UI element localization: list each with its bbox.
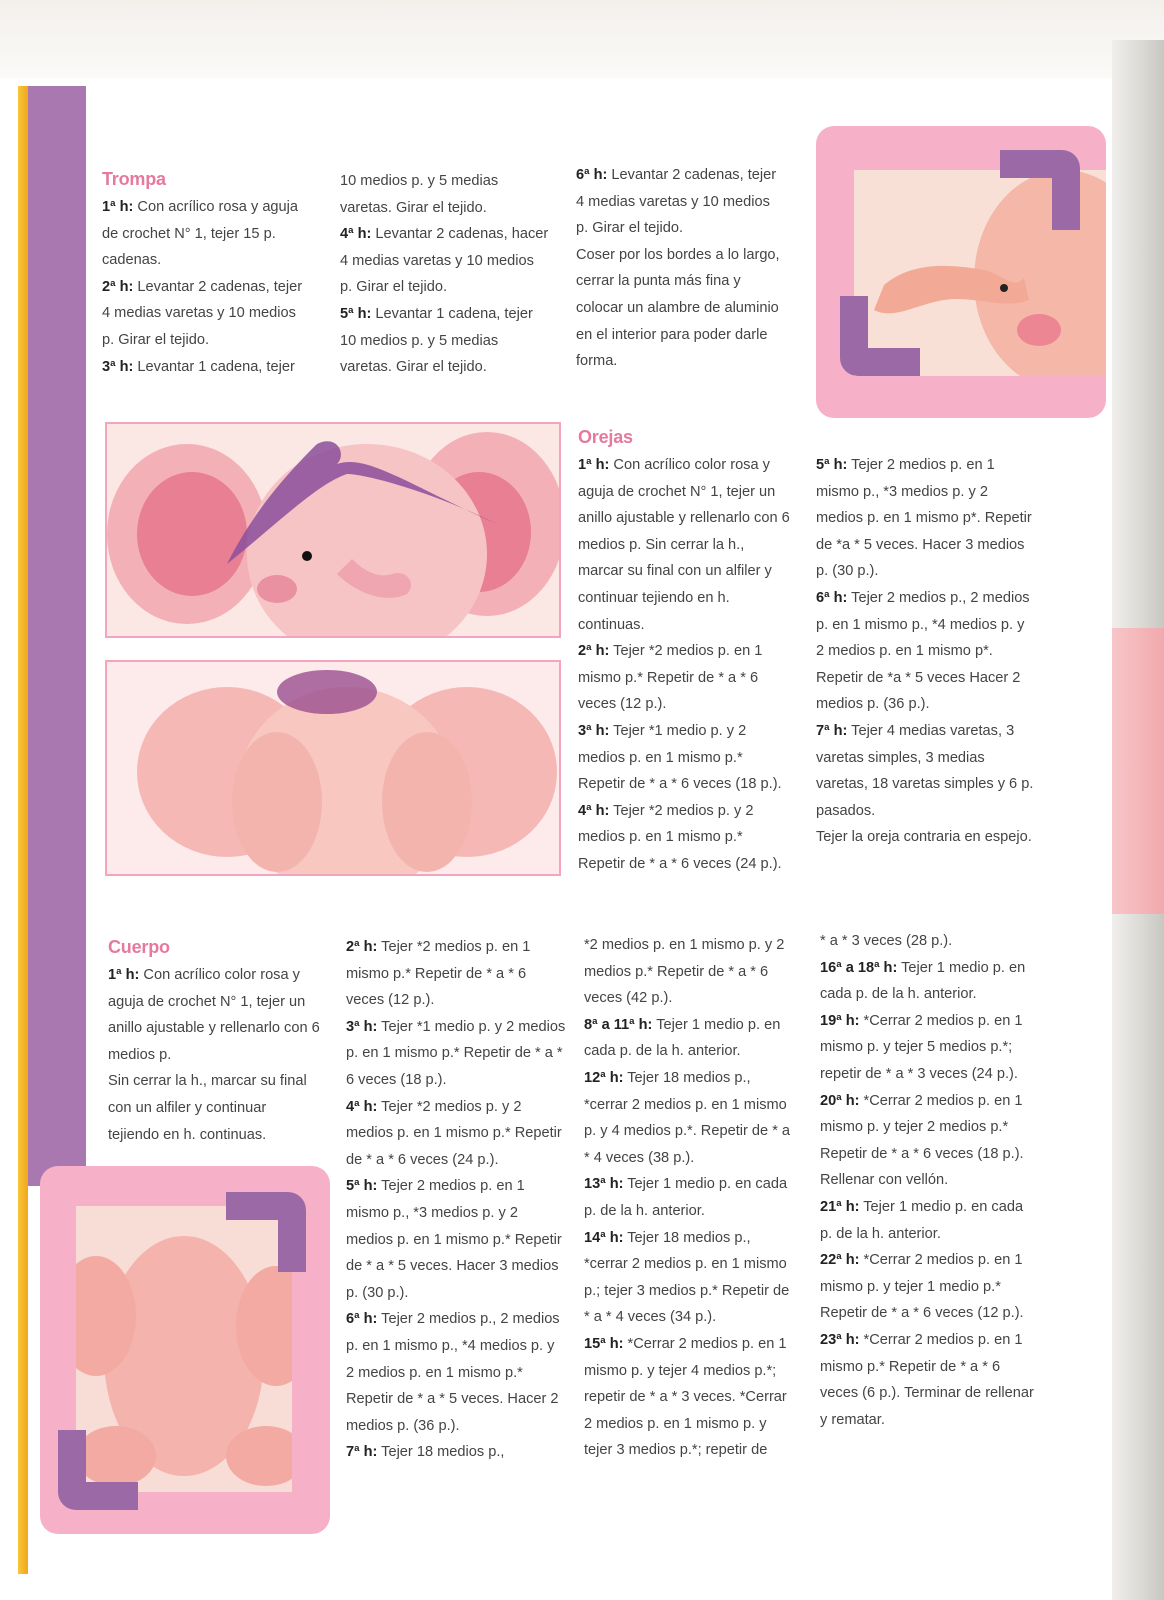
cuerpo-col-2	[346, 934, 566, 1466]
instruction-paragraph	[340, 168, 550, 221]
cuerpo-col4-list	[820, 928, 1036, 1433]
cuerpo-col1-list	[108, 962, 320, 1148]
orejas-col1-list	[578, 452, 792, 878]
instruction-text: Levantar 1 cadena, tejer 10 medios p. y 5 medias varetas. Girar el tejido.	[340, 305, 533, 376]
row-label: 4ª h:	[578, 802, 610, 819]
row-label: 2ª h:	[346, 939, 378, 955]
instruction-paragraph	[820, 955, 1036, 1008]
trompa-col1-list	[102, 194, 312, 380]
instruction-paragraph	[816, 718, 1036, 824]
orejas-col-2	[816, 452, 1036, 851]
instruction-text: Sin cerrar la h., marcar su final con un alfiler y continuar tejiendo en h. continuas.	[108, 1073, 307, 1143]
instruction-paragraph	[102, 354, 312, 381]
row-label: 14ª h:	[584, 1229, 624, 1246]
instruction-paragraph	[584, 1331, 798, 1464]
cuerpo-col2-list	[346, 934, 566, 1466]
orejas-col2-list	[816, 452, 1036, 851]
instruction-text: Tejer 2 medios p., 2 medios p. en 1 mismo p., *4 medios p. y 2 medios p. en 1 mismo p*. Repetir de *a * 5 veces Hacer 2 medios p. (36 p.).	[816, 589, 1030, 713]
instruction-text: Tejer *1 medio p. y 2 medios p. en 1 mismo p.* Repetir de * a * 6 veces (18 p.).	[578, 722, 782, 793]
row-label: 5ª h:	[346, 1178, 378, 1195]
instruction-text: Tejer *2 medios p. y 2 medios p. en 1 mismo p.* Repetir de * a * 6 veces (24 p.).	[578, 802, 782, 872]
instruction-text: *2 medios p. en 1 mismo p. y 2 medios p.* Repetir de * a * 6 veces (42 p.).	[584, 937, 785, 1007]
instruction-text: Levantar 2 cadenas, tejer 4 medias varetas y 10 medios p. Girar el tejido.	[102, 278, 303, 348]
instruction-paragraph	[340, 221, 550, 301]
instruction-paragraph	[576, 242, 786, 375]
row-label: 6ª h:	[576, 167, 608, 183]
instruction-paragraph	[816, 824, 1036, 851]
elephant-back-image	[107, 662, 559, 874]
instruction-paragraph	[584, 1225, 798, 1331]
instruction-paragraph	[346, 1014, 566, 1094]
instruction-text: *Cerrar 2 medios p. en 1 mismo p. y tejer 4 medios p.*; repetir de * a * 3 veces. *Cerrar 2 medios p. en 1 mismo p. y tejer 3 medios p.*; repetir de	[584, 1335, 787, 1459]
instruction-paragraph	[102, 194, 312, 274]
row-label: 2ª h:	[102, 278, 134, 295]
instruction-paragraph	[578, 452, 792, 638]
row-label: 13ª h:	[584, 1176, 624, 1193]
row-label: 21ª h:	[820, 1198, 860, 1215]
scan-background-top	[0, 0, 1164, 78]
instruction-text: Tejer 4 medias varetas, 3 varetas simples, 3 medias varetas, 18 varetas simples y 6 p. pasados.	[816, 722, 1034, 819]
row-label: 6ª h:	[346, 1311, 378, 1328]
cropped-side-photo	[1112, 628, 1164, 914]
elephant-head-image	[107, 424, 559, 636]
instruction-paragraph	[820, 1194, 1036, 1247]
instruction-paragraph	[820, 928, 1036, 955]
instruction-paragraph	[816, 585, 1036, 718]
instruction-text: Tejer 2 medios p., 2 medios p. en 1 mismo p., *4 medios p. y 2 medios p. en 1 mismo p.* Repetir de * a * 5 veces. Hacer 2 medios p. (36 p.).	[346, 1311, 560, 1434]
instruction-text: Tejer 18 medios p., *cerrar 2 medios p. en 1 mismo p.; tejer 3 medios p.* Repetir de * a * 4 veces (34 p.).	[584, 1229, 790, 1326]
trompa-col2-list	[340, 168, 550, 381]
cuerpo-heading: Cuerpo	[108, 937, 170, 957]
instruction-text: Coser por los bordes a lo largo, cerrar la punta más fina y colocar un alambre de aluminio en el interior para poder darle forma.	[576, 246, 780, 370]
instruction-text: Con acrílico rosa y aguja de crochet N° 1, tejer 15 p. cadenas.	[102, 199, 299, 269]
elephant-back-photo	[105, 660, 561, 876]
row-label: 7ª h:	[346, 1444, 378, 1461]
row-label: 23ª h:	[820, 1331, 860, 1348]
instruction-text: Con acrílico color rosa y aguja de crochet N° 1, tejer un anillo ajustable y rellenarlo con 6 medios p. Sin cerrar la h., marcar su final con un alfiler y continuar tejiendo en h. continuas.	[578, 457, 790, 633]
instruction-paragraph	[346, 1173, 566, 1306]
trompa-heading: Trompa	[102, 169, 166, 189]
instruction-text: Levantar 2 cadenas, tejer 4 medias varetas y 10 medios p. Girar el tejido.	[576, 167, 777, 237]
instruction-paragraph	[346, 1306, 566, 1439]
instruction-text: Tejer *2 medios p. y 2 medios p. en 1 mismo p.* Repetir de * a * 6 veces (24 p.).	[346, 1098, 562, 1168]
instruction-paragraph	[346, 1094, 566, 1174]
purple-corner-top-right	[1000, 150, 1080, 230]
elephant-head-photo	[105, 422, 561, 638]
instruction-paragraph	[346, 1439, 566, 1466]
trompa-col-2	[340, 168, 550, 381]
purple-corner-bottom-left	[58, 1430, 138, 1510]
instruction-text: Tejer 1 medio p. en cada p. de la h. anterior.	[584, 1176, 788, 1219]
body-photo-frame	[40, 1166, 330, 1534]
trompa-col3-list	[576, 162, 786, 375]
instruction-paragraph	[820, 1327, 1036, 1433]
instruction-paragraph	[108, 962, 320, 1068]
instruction-text: Tejer 1 medio p. en cada p. de la h. anterior.	[584, 1016, 781, 1060]
instruction-text: Levantar 2 cadenas, hacer 4 medias varetas y 10 medios p. Girar el tejido.	[340, 226, 549, 296]
instruction-paragraph	[584, 932, 798, 1012]
instruction-text: Tejer 1 medio p. en cada p. de la h. anterior.	[820, 959, 1026, 1003]
trompa-col-1	[102, 168, 312, 380]
instruction-paragraph	[816, 452, 1036, 585]
cuerpo-col-1	[108, 936, 320, 1148]
row-label: 20ª h:	[820, 1092, 860, 1109]
instruction-paragraph	[578, 638, 792, 718]
row-label: 1ª h:	[108, 967, 140, 983]
instruction-paragraph	[820, 1247, 1036, 1327]
instruction-text: *Cerrar 2 medios p. en 1 mismo p. y tejer 1 medio p.* Repetir de * a * 6 veces (12 p.).	[820, 1252, 1024, 1322]
row-label: 5ª h:	[816, 457, 848, 473]
instruction-text: 10 medios p. y 5 medias varetas. Girar el tejido.	[340, 173, 499, 216]
instruction-paragraph	[346, 934, 566, 1014]
orejas-col-1	[578, 426, 792, 878]
purple-side-strip	[28, 86, 86, 1186]
instruction-text: Tejer 2 medios p. en 1 mismo p., *3 medios p. y 2 medios p. en 1 mismo p*. Repetir de *a * 5 veces. Hacer 3 medios p. (30 p.).	[816, 457, 1032, 580]
instruction-paragraph	[820, 1088, 1036, 1194]
instruction-text: Tejer *2 medios p. en 1 mismo p.* Repetir de * a * 6 veces (12 p.).	[346, 939, 531, 1009]
row-label: 3ª h:	[102, 358, 134, 375]
instruction-paragraph	[820, 1008, 1036, 1088]
instruction-paragraph	[102, 274, 312, 354]
instruction-text: *Cerrar 2 medios p. en 1 mismo p. y tejer 5 medios p.*; repetir de * a * 3 veces (24 p.).	[820, 1012, 1023, 1082]
row-label: 6ª h:	[816, 589, 848, 606]
cuerpo-col-3	[584, 932, 798, 1464]
purple-corner-bottom-left	[840, 296, 920, 376]
row-label: 7ª h:	[816, 722, 848, 739]
instruction-paragraph	[576, 162, 786, 242]
row-label: 5ª h:	[340, 305, 372, 322]
instruction-text: * a * 3 veces (28 p.).	[820, 933, 953, 949]
cuerpo-col3-list	[584, 932, 798, 1464]
instruction-paragraph	[584, 1065, 798, 1171]
instruction-text: *Cerrar 2 medios p. en 1 mismo p. y tejer 2 medios p.* Repetir de * a * 6 veces (18 p.). Rellenar con vellón.	[820, 1092, 1024, 1189]
yellow-page-edge	[18, 86, 28, 1574]
instruction-text: Tejer la oreja contraria en espejo.	[816, 829, 1032, 846]
row-label: 16ª a 18ª h:	[820, 959, 898, 976]
row-label: 15ª h:	[584, 1335, 624, 1352]
instruction-text: Con acrílico color rosa y aguja de crochet N° 1, tejer un anillo ajustable y rellenarlo con 6 medios p.	[108, 967, 320, 1063]
row-label: 3ª h:	[346, 1018, 378, 1035]
row-label: 19ª h:	[820, 1012, 860, 1029]
instruction-text: Tejer 2 medios p. en 1 mismo p., *3 medios p. y 2 medios p. en 1 mismo p.* Repetir de * a * 5 veces. Hacer 3 medios p. (30 p.).	[346, 1178, 562, 1301]
instruction-paragraph	[578, 798, 792, 878]
instruction-paragraph	[340, 301, 550, 381]
instruction-paragraph	[578, 718, 792, 798]
instruction-paragraph	[584, 1171, 798, 1224]
instruction-text: Levantar 1 cadena, tejer	[133, 358, 295, 375]
orejas-heading: Orejas	[578, 427, 633, 447]
instruction-text: Tejer 18 medios p.,	[377, 1444, 505, 1461]
row-label: 4ª h:	[346, 1098, 378, 1115]
row-label: 2ª h:	[578, 643, 610, 660]
instruction-text: Tejer 1 medio p. en cada p. de la h. anterior.	[820, 1198, 1024, 1242]
instruction-text: Tejer 18 medios p., *cerrar 2 medios p. en 1 mismo p. y 4 medios p.*. Repetir de * a * 4 veces (38 p.).	[584, 1069, 791, 1166]
row-label: 12ª h:	[584, 1069, 624, 1086]
instruction-paragraph	[584, 1012, 798, 1065]
trunk-photo-frame	[816, 126, 1106, 418]
row-label: 4ª h:	[340, 226, 372, 243]
instruction-text: *Cerrar 2 medios p. en 1 mismo p.* Repetir de * a * 6 veces (6 p.). Terminar de rellenar y rematar.	[820, 1331, 1034, 1428]
row-label: 8ª a 11ª h:	[584, 1016, 653, 1033]
row-label: 1ª h:	[102, 199, 134, 215]
trompa-col-3	[576, 162, 786, 375]
row-label: 22ª h:	[820, 1252, 860, 1269]
row-label: 1ª h:	[578, 457, 610, 473]
instruction-paragraph	[108, 1068, 320, 1148]
purple-corner-top-right	[226, 1192, 306, 1272]
instruction-text: Tejer *1 medio p. y 2 medios p. en 1 mismo p.* Repetir de * a * 6 veces (18 p.).	[346, 1018, 566, 1088]
cuerpo-col-4	[820, 928, 1036, 1433]
row-label: 3ª h:	[578, 722, 610, 739]
instruction-text: Tejer *2 medios p. en 1 mismo p.* Repetir de * a * 6 veces (12 p.).	[578, 643, 763, 713]
